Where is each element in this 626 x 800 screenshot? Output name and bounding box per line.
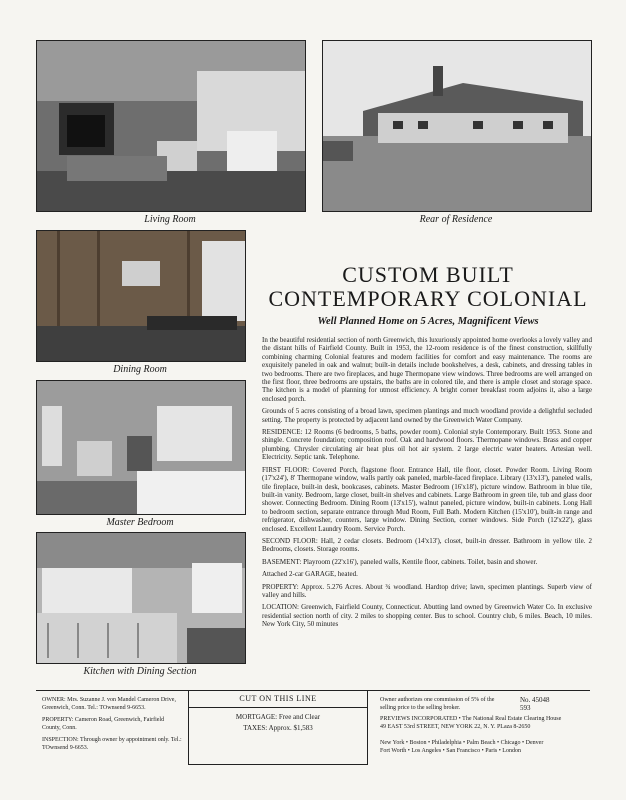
owner-info bbox=[36, 691, 188, 765]
basement-label: BASEMENT: bbox=[262, 557, 302, 566]
photo-rear-residence bbox=[322, 40, 592, 212]
headline-line-2: CONTEMPORARY COLONIAL bbox=[268, 286, 588, 311]
location-label: LOCATION: bbox=[262, 603, 299, 612]
agency-address: 49 EAST 53rd STREET, NEW YORK 22, N. Y. PLaza 8-2650 bbox=[380, 723, 531, 730]
second-floor-paragraph bbox=[262, 537, 592, 554]
office-cities-2: Fort Worth • Los Angeles • San Francisco • Paris • London bbox=[380, 748, 521, 754]
second-floor-label: SECOND FLOOR: bbox=[262, 536, 318, 545]
taxes-text: TAXES: Approx. $1,583 bbox=[243, 724, 313, 732]
basement-text: Playroom (22'x16'), paneled walls, Kentile floor, cabinets. Toilet, basin and shower. bbox=[303, 557, 538, 566]
caption-kitchen: Kitchen with Dining Section bbox=[83, 666, 197, 677]
property-paragraph bbox=[262, 583, 592, 600]
caption-dining-room: Dining Room bbox=[113, 364, 167, 375]
agency-info bbox=[376, 691, 590, 765]
cut-divider bbox=[189, 707, 367, 708]
listing-number: No. 45048 bbox=[520, 696, 550, 704]
grounds-paragraph: Grounds of 5 acres consisting of a broad lawn, specimen plantings and much woodland provide a delightful secluded setting. The property is protected by adjacent land owned by the Greenwich Water Company. bbox=[262, 407, 592, 424]
garage-paragraph: Attached 2-car GARAGE, heated. bbox=[262, 570, 358, 579]
cut-line-label: CUT ON THIS LINE bbox=[239, 694, 317, 703]
first-floor-paragraph bbox=[262, 466, 592, 533]
residence-text: 12 Rooms (6 bedrooms, 5 baths, powder room). Colonial style Contemporary. Built 1953. Stone and shingle. Concrete foundation; composition roof. Oak and hardwood floors. Thermopane windows. Brass and copper plumbing. Chrysler circulating air heat plus oil hot air system. 2 large electric water heaters. Artesian well. Electricity. Septic tank. Telephone. bbox=[262, 428, 592, 462]
listing-description bbox=[262, 336, 592, 633]
mortgage-text: MORTGAGE: Free and Clear bbox=[235, 712, 321, 721]
residence-paragraph bbox=[262, 428, 592, 462]
basement-paragraph bbox=[262, 558, 592, 566]
agency-name: PREVIEWS INCORPORATED • The National Real Estate Clearing House bbox=[380, 716, 562, 722]
inspection-text: INSPECTION: Through owner by appointment only. Tel.: TOwnsend 9-6653. bbox=[42, 737, 182, 751]
property-text: Approx. 5.276 Acres. About ¾ woodland. Hardtop drive; lawn, specimen plantings. Superb view of valley and hills. bbox=[262, 582, 592, 599]
subtitle: Well Planned Home on 5 Acres, Magnificent Views bbox=[317, 316, 539, 327]
second-floor-text: Hall, 2 cedar closets. Bedroom (14'x13'), closet, built-in dresser. Bathroom in yellow tile. 2 Bedrooms, closets. Storage rooms. bbox=[262, 536, 593, 554]
caption-rear-residence: Rear of Residence bbox=[419, 214, 493, 225]
location-text: Greenwich, Fairfield County, Connecticut. Abutting land owned by Greenwich Water Co. In exclusive residential section north of city. 2 miles to shopping center. Bus to school. Country club, 6 miles. Beach, 10 miles. New York City, 50 minutes bbox=[262, 603, 593, 629]
residence-label: RESIDENCE: bbox=[262, 428, 303, 437]
cut-section bbox=[188, 691, 368, 765]
first-floor-text: Covered Porch, flagstone floor. Entrance Hall, tile floor, closet. Powder Room. Living Room (17'x24'), 8' Thermopane window, walls partly oak paneled, marble-faced fireplace. Library (13'x13'), paneled walls, tile fireplace, built-in desk, bookcases, cabinets. Master Bedroom (16'x18'), picture window. Bathroom in blue tile, built-in vanity. Bedroom, large closet, built-in shelves and cabinets. Large Bathroom in green tile, tub and glass door shower. Connecting Bedroom. Dining Room (13'x15'), walnut paneled, picture window, built-in cabinets. Long Hall to bedroom section, separate entrance through Mud Room, Full Bath. Modern Kitchen (15'x10'), built-in range and refrigerator, dishwasher, counters, large window. Dining Section, corner windows. Side Porch (12'x22'), glass enclosed. Excellent Laundry Room. Service Porch. bbox=[262, 465, 592, 533]
photo-dining-room bbox=[36, 230, 246, 362]
caption-master-bedroom: Master Bedroom bbox=[106, 517, 174, 528]
photo-living-room bbox=[36, 40, 306, 212]
property-label: PROPERTY: bbox=[262, 582, 299, 591]
intro-paragraph: In the beautiful residential section of north Greenwich, this luxuriously appointed home overlooks a lovely valley and the distant hills of Fairfield County. Built in 1953, the 12-room residence is of the finest construction, skillfully combining charming Colonial features and modern facilities for comfort and easy maintenance. The rooms are exquisitely paneled in oak and walnut; built-in details include bookshelves, a desk, cabinets, and dressing tables in two bedrooms. There are two fireplaces, and huge Thermopane view windows. Three bedrooms are well arranged on the first floor, three bedrooms are upstairs, the baths are in colored tile, and there is ample closet and storage space. The kitchen is a model of planning for utmost efficiency. A bright corner breakfast room adjoins it, also a large enclosed porch. bbox=[262, 336, 592, 403]
commission-text: Owner authorizes one commission of 5% of the selling price to the selling broker. bbox=[380, 697, 495, 711]
footer bbox=[36, 690, 590, 765]
headline-line-1: CUSTOM BUILT bbox=[342, 262, 514, 287]
property-address-text: PROPERTY: Cameron Road, Greenwich, Fairfield County, Conn. bbox=[42, 717, 165, 731]
photo-kitchen bbox=[36, 532, 246, 664]
caption-living-room: Living Room bbox=[144, 214, 196, 225]
office-cities-1: New York • Boston • Philadelphia • Palm Beach • Chicago • Denver bbox=[380, 740, 544, 746]
first-floor-label: FIRST FLOOR: bbox=[262, 465, 310, 474]
owner-text: OWNER: Mrs. Suzanne J. von Mandel Cameron Drive, Greenwich, Conn. Tel.: TOwnsend 9-6653. bbox=[42, 697, 176, 711]
photo-master-bedroom bbox=[36, 380, 246, 515]
location-paragraph bbox=[262, 603, 592, 628]
listing-subnumber: 593 bbox=[520, 703, 531, 712]
